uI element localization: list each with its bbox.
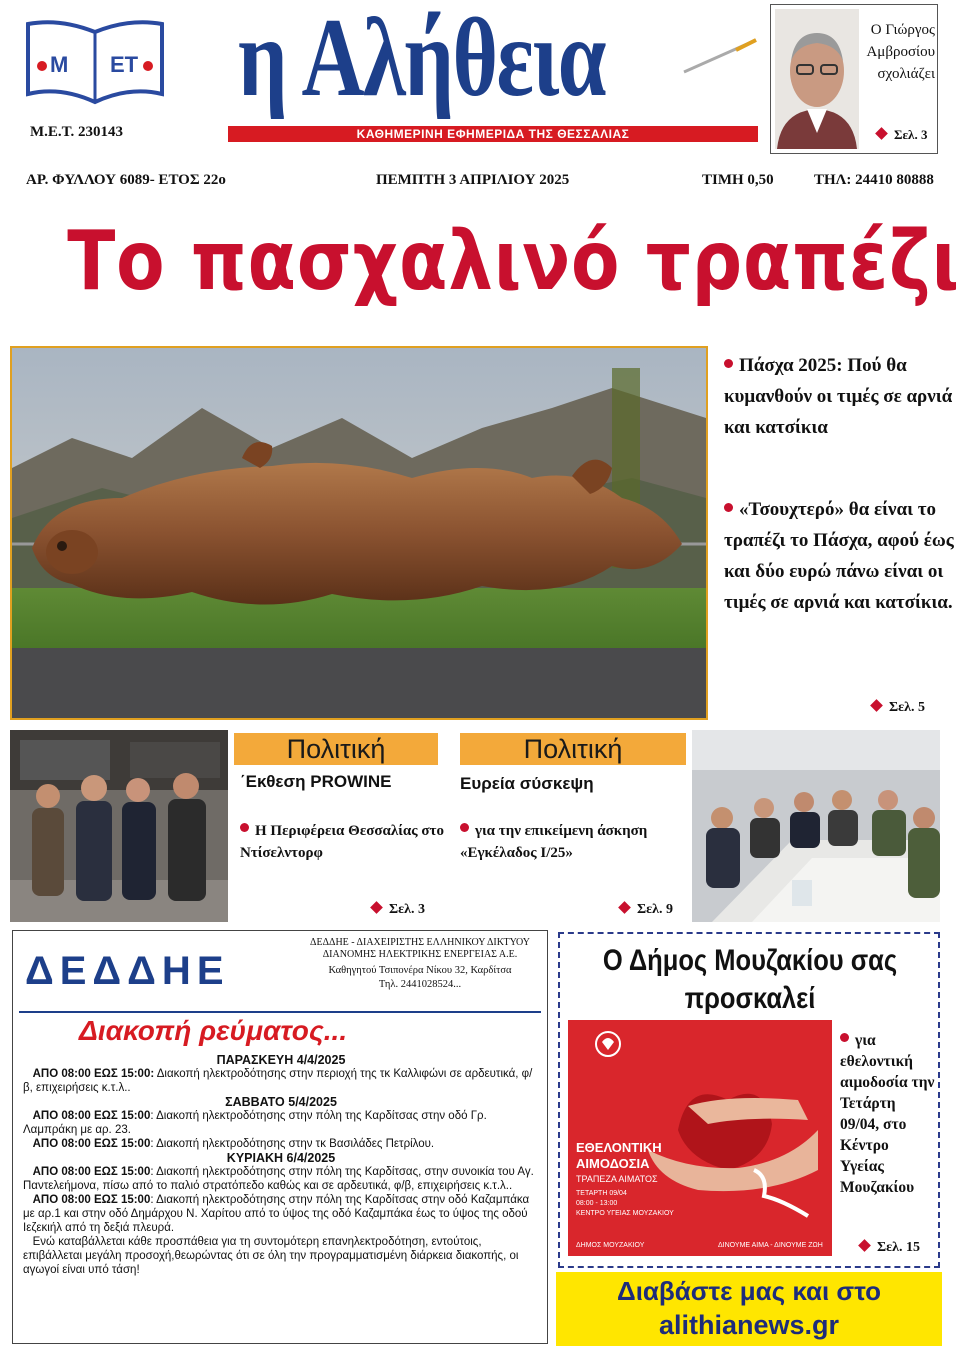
author-page-ref — [877, 127, 927, 143]
outage-entry — [23, 1165, 539, 1193]
politics-story-1-page-label: Σελ. 3 — [389, 902, 426, 917]
outage-time: ΑΠΟ 08:00 ΕΩΣ 15:00 — [32, 1166, 151, 1178]
politics-story-1-text: Η Περιφέρεια Θεσσαλίας στο Ντίσελντορφ — [240, 823, 444, 861]
author-column-teaser[interactable] — [770, 4, 938, 154]
website-link[interactable]: alithianews.gr — [658, 1310, 840, 1340]
lead-bullet-2-text: «Τσουχτερό» θα είναι το τραπέζι το Πάσχα, αφού έως και δύο ευρώ πάνω είναι οι τιμές σε αρνιά και κατσίκια. — [724, 499, 954, 613]
power-outage-notice — [12, 930, 548, 1344]
website-banner-text: Διαβάστε μας και στο — [617, 1276, 881, 1306]
deddh-logo: ΔΕΔΔΗΕ — [25, 949, 230, 993]
outage-text: Διακοπή ηλεκτροδότησης στην περιοχή της τκ Καλλιφώνι σε αρδευτικά, φ/β, επιχειρήσεις κ.τ.λ.. — [23, 1068, 533, 1094]
diamond-icon — [858, 1239, 871, 1252]
deddh-ad-title: Διακοπή ρεύματος... — [79, 1015, 348, 1046]
poster-title-line1: ΕΘΕΛΟΝΤΙΚΗ — [576, 1140, 662, 1155]
blood-donation-title-line: Ο Δήμος Μουζακίου σας — [602, 944, 898, 977]
met-logo-letter-m: Μ — [50, 52, 69, 77]
author-caption-line: Αμβροσίου — [866, 44, 935, 60]
outage-entry — [23, 1067, 539, 1095]
politics-story-2-body — [460, 820, 684, 864]
met-logo — [20, 14, 170, 110]
issue-date: ΠΕΜΠΤΗ 3 ΑΠΡΙΛΙΟΥ 2025 — [376, 172, 570, 188]
blood-donation-notice[interactable] — [558, 932, 940, 1268]
poster-day: ΤΕΤΑΡΤΗ 09/04 — [576, 1190, 627, 1197]
bullet-dot-icon — [460, 823, 469, 832]
met-logo-letters-et: ΕΤ — [110, 52, 139, 77]
pen-icon — [680, 36, 760, 76]
blood-donation-page — [860, 1240, 920, 1256]
outage-text: : Διακοπή ηλεκτροδότησης στην τκ Βασιλάδες Πετρίλου. — [150, 1138, 435, 1150]
author-caption — [863, 19, 935, 85]
issue-info-line — [22, 172, 938, 194]
bullet-dot-icon — [724, 359, 733, 368]
deddh-ad-divider — [19, 1011, 541, 1013]
lead-page-label: Σελ. 5 — [889, 700, 926, 715]
politics-category-1: Πολιτική — [234, 733, 438, 765]
main-headline[interactable]: Το πασχαλινό τραπέζι — [67, 214, 960, 309]
blood-donation-title — [589, 942, 912, 1018]
poster-time: 08:00 - 13:00 — [576, 1200, 618, 1207]
website-banner[interactable] — [556, 1272, 942, 1346]
blood-donation-text — [840, 1030, 936, 1198]
deddh-ad-phone: Τηλ. 2441028524... — [378, 979, 462, 990]
outage-time: ΑΠΟ 08:00 ΕΩΣ 15:00: — [32, 1068, 155, 1080]
issue-number: ΑΡ. ΦΥΛΛΟΥ 6089- ΕΤΟΣ 22ο — [26, 172, 226, 188]
author-caption-line: Ο Γιώργος — [870, 22, 935, 38]
politics-story-2-page — [620, 902, 673, 918]
diamond-icon — [870, 699, 883, 712]
lead-photo-roast-lamb[interactable] — [10, 346, 708, 720]
outage-time: ΑΠΟ 08:00 ΕΩΣ 15:00 — [32, 1110, 151, 1122]
outage-time: ΑΠΟ 08:00 ΕΩΣ 15:00 — [32, 1138, 151, 1150]
lead-bullet-1[interactable] — [724, 350, 954, 443]
outage-entry — [23, 1109, 539, 1137]
outage-day-heading: ΚΥΡΙΑΚΗ 6/4/2025 — [226, 1151, 336, 1165]
deddh-ad — [19, 935, 541, 1051]
diamond-icon — [875, 127, 888, 140]
blood-donation-body: για εθελοντική αιμοδοσία την Τετάρτη 09/04, στο Κέντρο Υγείας Μουζακίου — [840, 1032, 935, 1196]
bullet-dot-icon — [840, 1033, 849, 1042]
outage-text: : Διακοπή ηλεκτροδότησης στην πόλη της Καρδίτσας στην οδό Καζαμπάκα με αρ.1 και στην οδό Δημάρχου Ν. Χαρίτου από το ύψος της οδό Καζαμπάκα έως το ύψος της οδού Ιεζεκιήλ από τη δεξιά πλευρά. — [23, 1194, 530, 1234]
outage-time: ΑΠΟ 08:00 ΕΩΣ 15:00 — [32, 1194, 151, 1206]
outage-closing-text: Ενώ καταβάλλεται κάθε προσπάθεια για τη συντομότερη επανηλεκτροδότηση, εντούτοις, επιβάλλεται μεγάλη προσοχή,θεωρώντας ότι σε όλη την προγραμματισμένη διάρκεια διακοπής, οι αγωγοί είναι υπό τάση! — [23, 1236, 519, 1276]
newspaper-title: η Αλήθεια — [238, 0, 605, 120]
blood-donation-page-label: Σελ. 15 — [877, 1240, 921, 1255]
newspaper-subtitle: ΚΑΘΗΜΕΡΙΝΗ ΕΦΗΜΕΡΙΔΑ ΤΗΣ ΘΕΣΣΑΛΙΑΣ — [228, 126, 758, 142]
politics-story-1-title[interactable]: ΄Εκθεση PROWINE — [240, 772, 392, 791]
met-code: Μ.Ε.Τ. 230143 — [30, 124, 124, 140]
issue-price: ΤΙΜΗ 0,50 — [702, 172, 774, 188]
politics-story-1-body — [240, 820, 450, 864]
outage-text: : Διακοπή ηλεκτροδότησης στην πόλη της Καρδίτσας στην οδό Γρ. Λαμπράκη με αρ. 23. — [23, 1110, 487, 1136]
diamond-icon — [370, 901, 383, 914]
outage-text: : Διακοπή ηλεκτροδότησης στην πόλη της Καρδίτσας, στην συνοικία του Αγ. Παντελεήμονα, πίσω από το παλιό στρατόπεδο καθώς και σε αρδευτικά, φ/β, επιχειρήσεις κ.τ.λ.. — [23, 1166, 534, 1192]
outage-day-heading: ΠΑΡΑΣΚΕΥΗ 4/4/2025 — [216, 1053, 346, 1067]
bullet-dot-icon — [724, 503, 733, 512]
deddh-ad-address: Καθηγητού Τσιπονέρα Νίκου 32, Καρδίτσα — [328, 965, 512, 976]
politics-story-2-text: για την επικείμενη άσκηση «Εγκέλαδος Ι/25» — [460, 823, 648, 861]
meeting-photo[interactable] — [692, 730, 940, 922]
poster-title-line2: ΑΙΜΟΔΟΣΙΑ — [576, 1156, 650, 1171]
politics-story-1-page — [372, 902, 425, 918]
poster-footer-left: ΔΗΜΟΣ ΜΟΥΖΑΚΙΟΥ — [576, 1242, 645, 1249]
author-page-label: Σελ. 3 — [894, 127, 928, 142]
bullet-dot-icon — [240, 823, 249, 832]
outage-schedule — [23, 1053, 539, 1277]
outage-day-heading: ΣΑΒΒΑΤΟ 5/4/2025 — [225, 1095, 337, 1109]
lead-bullet-1-text: Πάσχα 2025: Πού θα κυμανθούν οι τιμές σε αρνιά και κατσίκια — [724, 355, 953, 438]
politics-story-2-title[interactable]: Ευρεία σύσκεψη — [460, 774, 594, 793]
poster-subtitle: ΤΡΑΠΕΖΑ ΑΙΜΑΤΟΣ — [576, 1174, 658, 1184]
politics-category-2: Πολιτική — [460, 733, 686, 765]
blood-donation-poster — [568, 1020, 832, 1256]
poster-footer-right: ΔΙΝΟΥΜΕ ΑΙΜΑ - ΔΙΝΟΥΜΕ ΖΩΗ — [718, 1242, 823, 1249]
contact-phone: ΤΗΛ: 24410 80888 — [814, 172, 934, 188]
deddh-ad-header: ΔΕΔΔΗΕ - ΔΙΑΧΕΙΡΙΣΤΗΣ ΕΛΛΗΝΙΚΟΥ ΔΙΚΤΥΟΥ ΔΙΑΝΟΜΗΣ ΗΛΕΚΤΡΙΚΗΣ ΕΝΕΡΓΕΙΑΣ Α.Ε. — [310, 937, 530, 960]
diamond-icon — [618, 901, 631, 914]
prowine-photo[interactable] — [10, 730, 228, 922]
outage-entry — [23, 1193, 539, 1235]
blood-donation-title-line: προσκαλεί — [684, 982, 816, 1015]
lead-bullet-2[interactable] — [724, 494, 954, 618]
lead-page-ref — [872, 700, 925, 716]
author-photo — [775, 9, 859, 149]
poster-place: ΚΕΝΤΡΟ ΥΓΕΙΑΣ ΜΟΥΖΑΚΙΟΥ — [576, 1210, 674, 1217]
outage-entry — [23, 1137, 539, 1151]
politics-story-2-page-label: Σελ. 9 — [637, 902, 674, 917]
outage-closing-note — [23, 1235, 539, 1277]
author-caption-line: σχολιάζει — [877, 66, 935, 82]
